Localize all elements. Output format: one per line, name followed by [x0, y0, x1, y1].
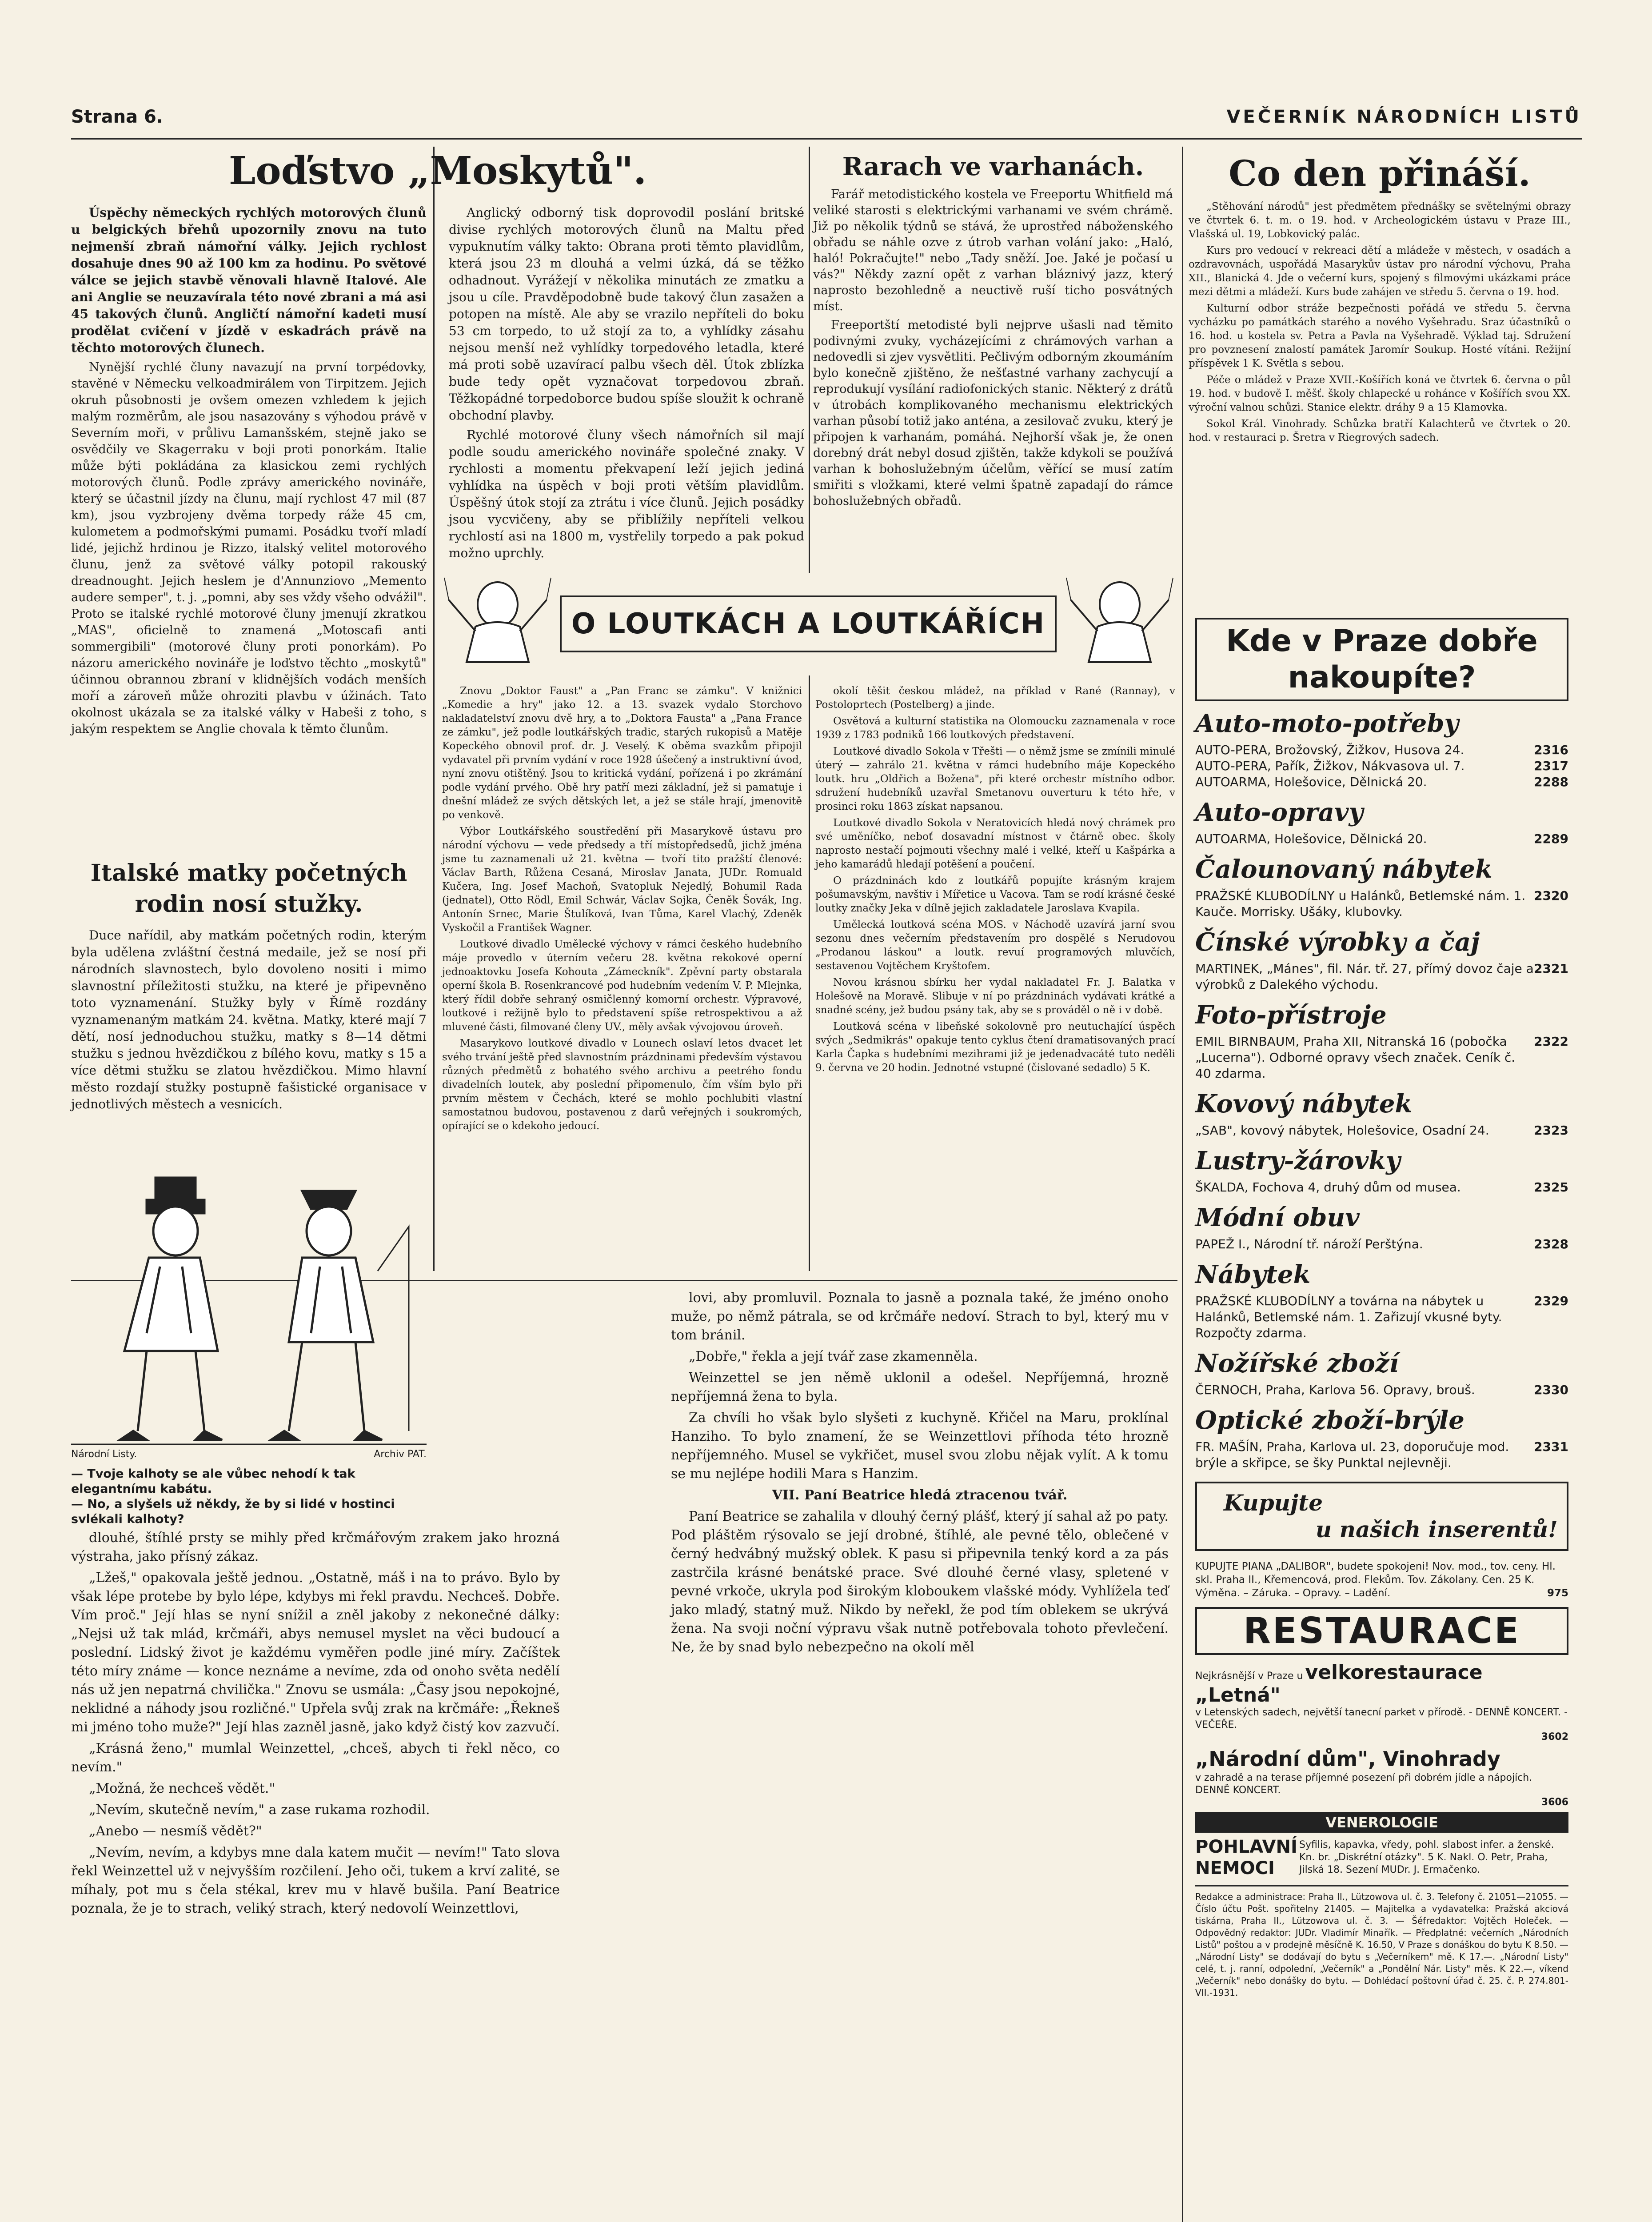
column-rule [809, 675, 810, 1271]
ad-number: 2317 [1534, 759, 1568, 773]
ad-number: 2322 [1534, 1034, 1568, 1049]
ad-text: POHLAVNÍ NEMOCI [1195, 1837, 1297, 1878]
loutky-column-1 [442, 684, 802, 1136]
column-rule [1182, 147, 1183, 2222]
ad-row [1195, 1123, 1568, 1139]
ad-text: PAPEŽ I., Národní tř. nároží Perštýna. [1195, 1237, 1423, 1251]
ad-text: v Letenských sadech, největší tanecní parket v přírodě. - DENNĚ KONCERT. - VEČEŘE. [1195, 1707, 1568, 1730]
article-title: Italské matky početných rodin nosí stužky. [90, 859, 407, 918]
cartoon-figure-right [271, 1191, 409, 1440]
ad-text: MARTINEK, „Mánes", fil. Nár. tř. 27, přímý dovoz čaje a výrobků z Dalekého východu. [1195, 961, 1534, 992]
ads-section [1195, 1202, 1568, 1252]
loutky-item: Znovu „Doktor Faust" a „Pan Franc se zámku". V knižnici „Komedie a hry" jako 12. a 13. svazek vydalo Storchovo nakladatelství znovu dvě hry, a to „Doktora Fausta" a „Pana Francе ze zámku", jež podle loutkářských tradic, starých rukopisů a Matěje Kopeckého obnovil prof. dr. J. Veselý. K oběma svazkům připojil vydavatel při prvním vydání v roce 1928 úšečený a instruktivní úvod, nyní znovu otištěný. Jsou to kritická vydání, pořízená i po zkrámání podle vydání prvého. Obě hry patří mezi základní, jež si pamatuje i dnešní mládež ze svých dětských let, a jež se stále hrají, jmenovitě po venkově. [442, 685, 802, 821]
article-rarach [813, 151, 1173, 512]
ad-text: AUTOARMA, Holešovice, Dělnická 20. [1195, 775, 1427, 789]
kupujte-line-2: u našich inserentů! [1315, 1516, 1558, 1543]
story-paragraph: „Lžeš," opakovala ještě jednou. „Ostatně, máš i na to právo. Bylo by však lépe protebe by bylo lépe, kdybys mi řekl pravdu. Nechceš. Dobře. Vím proč." Její hlas se nyní snížil a zněl jakoby z nekonečné dálky: „Nejsi už tak mlád, krčmáři, abys nemusel myslet na věci budoucí a poslední. Lidský život je každému vyměřen podle jiné míry. Začíštek této míry známe — konce neznáme a nevíme, zda od onoho světa nedělí nás už jen nepatrná chvilička." Znovu se usmála: „Časy jsou nepokojné, neklidné a náhody jsou rozličné." Upřela svůj zrak na krčmáře: „Řekneš mi jméno toho muže?" Její hlas zazněl jasně, jako když čistý kov zazvučí. [71, 1570, 560, 1735]
loutky-item: Loutková scéna v libeňské sokolovně pro neutuchající úspěch svých „Sedmikrás" opakuje tento cyklus čtení dramatisovaných prací Karla Čapka s hudebními mezihrami již je jedenadvacáté tuto neděli 9. června ve 20 hodin. Jednotné vstupné (čislované sedadlo) 5 K. [815, 1021, 1175, 1074]
article-stuzky [71, 858, 427, 1115]
ad-number: 2288 [1534, 775, 1568, 789]
story-paragraph: „Nevím, nevím, a kdybys mne dala katem mučit — nevím!" Tato slova řekl Weinzettel už v nejvyšším rozčilení. Jeho oči, tukem a krví zalité, se míhaly, pot mu s čela stékal, krev mu v hlavě bušila. Paní Beatrice poznala, že je to strach, veliký strach, který nedovolí Weinzettlovi, [71, 1845, 560, 1916]
restaurace-title: RESTAURACE [1243, 1610, 1520, 1651]
story-paragraph: „Možná, že nechceš vědět." [89, 1781, 275, 1796]
ad-text: ČERNOCH, Praha, Karlova 56. Opravy, brouš. [1195, 1383, 1475, 1397]
loutky-banner-title-box [560, 595, 1057, 652]
article-paragraph: Farář metodistického kostela ve Freeportu Whitfield má veliké starosti s elektrickými varhanami ve svém chrámě. Již po několik týdnů se stává, že uprostřed náboženského obřadu se náhle ozve z útrob varhan volání jako: „Haló, haló! Pokračujte!" nebo „Tady sněží. Joe. Jaké je počasí u vás?" Někdy zazní opět z varhan bláznivý jazz, který naprosto bezohledně a neuctivě ruší ticho posvátných míst. [813, 188, 1173, 313]
ad-row [1195, 1179, 1568, 1195]
ads-heading-box [1195, 618, 1568, 701]
ad-row [1195, 1439, 1568, 1471]
ad-number: 3602 [1541, 1731, 1568, 1742]
ad-number: 2331 [1534, 1439, 1568, 1454]
ad-number: 2325 [1534, 1180, 1568, 1195]
ad-text: v zahradě a na terase příjemné posezení při dobrém jídle a nápojích. DENNĚ KONCERT. [1195, 1772, 1532, 1796]
ad-row [1195, 831, 1568, 847]
kupujte-line-1: Kupujte [1224, 1490, 1323, 1516]
ads-section [1195, 853, 1568, 920]
ad-text: PRAŽSKÉ KLUBODÍLNY u Halánků, Betlemské nám. 1. Kauče. Morrisky. Ušáky, klubovky. [1195, 888, 1526, 919]
article-paragraph: Anglický odborný tisk doprovodil poslání britské divise rychlých motorových člunů na Maltu před vypuknutím války takto: Obrana proti těmto plavidlům, která jsou 23 m dlouhá a velmi úzká, dá se těžko odhadnout. Vyrážejí v několika minutách ze zmatku a jsou u cíle. Pravděpodobně bude takový člun zasažen a potopen na místě. Ale aby se vrazilo nepříteli do boku 53 cm torpedo, to už stojí za to, a vyhlídky zásahu nejsou menší než vyhlídky torpedového letadla, které má proti sobě uzavírací palbu všech děl. Útok zblízka bude tedy opět vyznačovat torpedovou zbraň. Těžkopádné torpedoborce budou spíše sloužit k ochraně obchodní plavby. [449, 205, 804, 423]
ad-row [1195, 888, 1568, 920]
loutky-banner-title: O LOUTKÁCH A LOUTKÁŘÍCH [571, 607, 1045, 640]
ad-row [1195, 774, 1568, 790]
ad-piana [1195, 1560, 1568, 1600]
news-item: Kulturní odbor stráže bezpečnosti pořádá ve středu 5. června vycházku po památkách starého a nového Vyšehradu. Sraz účastníků o 16. hod. u kostela sv. Petra a Pavla na Vyšehradě. Výklad taj. Sdružení pro povznesení znalostí památek Jaromír Soukup. Hosté vítáni. Režijní příspěvek 1 K. Světla s sebou. [1189, 303, 1571, 369]
loutky-column-2 [815, 684, 1175, 1078]
loutky-item: okolí těšit českou mládež, na příklad v Rané (Rannay), v Postoloprtech (Postelberg) a jinde. [815, 685, 1175, 711]
ads-category: Foto-přístroje [1195, 1000, 1387, 1030]
imprint: Redakce a administrace: Praha II., Lützowova ul. č. 3. Telefony č. 21051—21055. — Číslo účtu Pošt. spořitelny 21405. — Majitelka a vydavatelka: Pražská akciová tiskárna, Praha II., Lützowova ul. č. 3. — Šéfredaktor: Vojtěch Holeček. — Odpovědný redaktor: JUDr. Vladimír Minařík. — Předplatné: večerních „Národních Listů" poštou a v prodejně měsíčně K. 16.50, V Praze s donáškou do bytu K 8.50. — „Národní Listy" se dodávají do bytu s „Večerníkem" mě. K 17.—. „Národní Listy" celé, t. j. ranní, odpolední, „Večerník" a „Pondělní Nár. Listy" měs. K 22.—, víkend „Večerník" nebo donášky do bytu. — Dohlédací poštovní úřad č. 25. č. P. 274.801-VII.-1931. [1195, 1891, 1568, 1998]
cartoon [71, 1164, 427, 1526]
cartoon-caption: — Tvoje kalhoty se ale vůbec nehodí k tak elegantnímu kabátu. [71, 1467, 355, 1496]
loutky-item: Masarykovo loutkové divadlo v Lounech oslaví letos dvacet let svého trvání ještě před slavnostním prázdninami především výstavou různých předmětů z bohatého svého archivu a peetrého fondu divadelních loutek, aby poslední připomenulo, čím vším bylo při prvním městem v Čechách, které se mohlo pochlubiti vlastní samostatnou budovou, postavenou z darů veřejných i soukromých, opírající se o kdekoho jedoucí. [442, 1038, 802, 1132]
ads-category: Optické zboží-brýle [1195, 1406, 1464, 1435]
restaurace-box [1195, 1607, 1568, 1655]
ads-category: Nožířské zboží [1195, 1349, 1399, 1378]
kupujte-box [1195, 1482, 1568, 1551]
column-rule [809, 147, 810, 573]
cartoon-credit-right: Archiv PAT. [374, 1449, 427, 1460]
news-item: Sokol Král. Vinohrady. Schůzka bratří Kalachterů ve čtvrtek o 20. hod. v restauraci p. Šretra v Riegrových sadech. [1189, 418, 1571, 444]
article-title: Co den přináší. [1229, 152, 1531, 194]
ad-number: 2321 [1534, 961, 1568, 976]
ad-text: ŠKALDA, Fochova 4, druhý dům od musea. [1195, 1180, 1461, 1195]
ad-venerologie [1195, 1812, 1568, 1879]
ads-category: Čalounovaný nábytek [1195, 855, 1492, 884]
ad-text: FR. MAŠÍN, Praha, Karlova ul. 23, doporučuje mod. brýle a skřipce, se šky Punktal nejlevněji. [1195, 1439, 1509, 1470]
article-column-1 [71, 204, 427, 740]
loutky-item: Umělecká loutková scéna MOS. v Náchodě uzavírá jarní svou sezonu dnes večerním představením pro dospělé s Nerudovou „Prodanou láskou" a loutk. revuí programových mluvčích, sestavenou Vojtěchem Kryštofem. [815, 919, 1175, 972]
ad-text: „SAB", kovový nábytek, Holešovice, Osadní 24. [1195, 1123, 1489, 1138]
ad-text: AUTO-PERA, Pařík, Žižkov, Nákvasova ul. 7. [1195, 759, 1465, 773]
ads-section [1195, 999, 1568, 1082]
venerologie-label: VENEROLOGIE [1195, 1812, 1568, 1833]
ad-narodni-dum [1195, 1746, 1568, 1808]
article-paragraph: Nynější rychlé čluny navazují na první torpédovky, stavěné v Německu velkoadmirálem von Tirpitzem. Jejich okruh působnosti je ovšem omezen vzhledem k jejich malým rozměrům, ale jsou nasazovány s výhodou právě v Severním moři, v průlivu Lamanšském, stejně jako se osvědčily ve Skagerraku v boji proti ponorkám. Italie může býti pokládána za klasickou zemi rychlých motorových člunů. Podle zprávy amerického novináře, který se účastnil jízdy na člunu, mají rychlost 47 mil (87 km), jsou vyzbrojeny dvěma torpedy ráže 45 cm, kulometem a podmořskými pumami. Posádku tvoří mladí lidé, jejichž hrdinou je Rizzo, italský velitel motorového člunu, jenž za světové války potopil rakouský dreadnought. Jejich heslem je d'Annunziovo „Memento audere semper", t. j. „pomni, aby ses vždy všeho odvážil". Proto se italské rychlé motorové čluny jmenují zkratkou „MAS", oficielně to znamená „Motoscafi anti sommergibili" (motorové čluny proti ponorkám). Po názoru amerického novináře je loďstvo těchto „moskytů" účinnou obrannou zbraní v klidnějších vodách menších moří a zároveň může ohroziti plavbu v úžinách. Tato okolnost ukázala se za italské války v Habeši z toho, s jakým respektem se Anglie chovala k těmto člunům. [71, 360, 427, 736]
story-paragraph: Paní Beatrice se zahalila v dlouhý černý plášť, který jí sahal až po paty. Pod pláštěm rýsovalo se její drobné, štíhlé, ale pevné tělo, oblečené v černý hedvábný mužský oblek. K pasu si připevnila tenký kord a za pás zastrčila krásné benátské prace. Své dlouhé černé vlasy, spletené v pevné vrkoče, ukryla pod širokým kloboukem vlašské módy. Vyhlížela teď jako mladý, statný muž. Nikdo by neřekl, že pod tím oblekem se ukrývá žena. Na svoji noční výpravu však nutně potřebovala tohoto převlečení. Ne, že by snad bylo nebezpečno na okolí měl [671, 1509, 1169, 1655]
ads-category: Módní obuv [1195, 1203, 1360, 1232]
puppet-illustration-left [440, 573, 555, 675]
story-column-1 [71, 1529, 560, 1921]
story-paragraph: „Nevím, skutečně nevím," a zase rukama rozhodil. [89, 1802, 430, 1818]
ad-row [1195, 742, 1568, 758]
page-header [71, 107, 1582, 133]
ads-section [1195, 926, 1568, 993]
ad-text: „Národní dům", Vinohrady [1195, 1747, 1500, 1771]
ads-category: Lustry-žárovky [1195, 1146, 1401, 1175]
cartoon-figure-left [120, 1178, 222, 1440]
story-paragraph: Za chvíli ho však bylo slyšeti z kuchyně. Křičel na Maru, proklínal Hanziho. To bylo znamení, že se Weinzettlovi příhoda této hrozně nepříjemného. Musel se vykřičet, musel svou zlobu nějak vylít. A k tomu se mu nejlépe hodili Mara s Hanzim. [671, 1410, 1169, 1482]
article-paragraph: Freeportští metodisté byli nejprve ušasli nad těmito podivnými zvuky, vycházejícími z chrámových varhan a nedovedli si zjev vysvětliti. Pečlivým odborným zkoumáním bylo konečně zjištěno, že nešťastné varhany zachycují a reprodukují vysílání radiofonických stanic. Některý z drátů v útrobách komplikovaného mechanismu elektrických varhan působí totiž jako anténa, a zesilovač zvuku, který je připojen k varhanám, pomáhá. Nejhorší však je, že onen dorebný drát nebyl dosud zjištěn, takže kdykoli se používá varhan k bohoslužebným účelům, věřící se musí zatím smiřiti s vložkami, které velmi špatně zapadají do rámce bohoslužebných obřadů. [813, 318, 1173, 508]
ad-row [1195, 961, 1568, 993]
story-paragraph: dlouhé, štíhlé prsty se mihly před krčmářovým zrakem jako hrozná výstraha, jako přísný zákaz. [71, 1530, 560, 1564]
ads-section [1195, 1145, 1568, 1195]
ad-number: 2320 [1534, 888, 1568, 903]
story-paragraph: lovi, aby promluvil. Poznala to jasně a poznala také, že jméno onoho muže, po němž pátrala, se od krčmáře nedoví. Strach to byl, který mu v tom bránil. [671, 1290, 1169, 1343]
article-title: Rarach ve varhanách. [842, 152, 1144, 181]
cartoon-illustration [71, 1164, 427, 1458]
page-label: Strana 6. [71, 107, 164, 127]
ad-number: 2330 [1534, 1383, 1568, 1397]
article-lead: Úspěchy německých rychlých motorových člunů u belgických břehů upozornily znovu na tuto nejmenší zbraň námořní války. Jejich rychlost dosahuje dnes 90 až 100 km za hodinu. Po světové válce se jejich stavbě věnovali hlavně Italové. Ale ani Anglie se neuzavírala této nové zbrani a má asi 45 takových člunů. Angličtí námořní kadeti musí prodělat cvičení v jízdě v eskadrách právě na těchto motorových člunech. [71, 205, 427, 355]
header-rule [71, 138, 1582, 140]
loutky-item: Osvětová a kulturní statistika na Olomoucku zaznamenala v roce 1939 z 1783 podniků 166 loutkových představení. [815, 715, 1175, 741]
article-co-den [1189, 151, 1571, 448]
ads-column [1195, 618, 1568, 1999]
loutky-item: Výbor Loutkářského soustředění při Masarykově ústavu pro národní výchovu — vede předsedy a tří místopředsedů, jichž jména jsme tu zaznamenali už 21. května — tvoří tito pražští členové: Václav Barth, Růžena Cesaná, Miroslav Janata, JUDr. Romuald Kučera, Ing. Josef Machoň, Svatopluk Nejedlý, Bohumil Rada (jednatel), Otto Rödl, Emil Schwár, Václav Sojka, Čeněk Šovák, Ing. Antonín Srnec, Marie Štulíková, Ivan Tůma, Karel Vlachý, Zdeněk Vyskočil a František Wagner. [442, 826, 802, 934]
story-paragraph: „Dobře," řekla a její tvář zase zkamenněla. [689, 1349, 978, 1364]
loutky-item: Novou krásnou sbírku her vydal nakladatel Fr. J. Balatka v Holešově na Moravě. Slibuje v ní po prázdninách vydávati krátké a snadné scény, jež budou psány tak, aby se s prováděl o ně i v době. [815, 977, 1175, 1016]
loutky-item: Loutkové divadlo Umělecké výchovy v rámci českého hudebního máje provedlo v úterním večeru 28. května rekokové operní jednoaktovku Josefa Kohouta „Zámeckník". Zpěvní party obstarala operní škola B. Rosenkrancové pod hudebním vedením V. P. Mlejnka, který řídil dobře sehraný osmičlenný komorní orchestr. Výpravové, loutkové i režijně bylo to představení spíše retrospektivou a až mluvené části, filmované členy UV., měly avšak vývojovou úroveň. [442, 939, 802, 1033]
ads-section [1195, 1404, 1568, 1471]
ad-text: KUPUJTE PIANA „DALIBOR", budete spokojeni! Nov. mod., tov. ceny. Hl. skl. Praha II., Křemencová, prod. Flekům. Tov. Zákolany. Cen. 25 K. Výměna. – Záruka. – Opravy. – Ladění. [1195, 1561, 1556, 1599]
ad-number: 2289 [1534, 831, 1568, 846]
paper-name: VEČERNÍK NÁRODNÍCH LISTŮ [1226, 107, 1582, 127]
ads-section [1195, 796, 1568, 847]
ad-number: 2316 [1534, 743, 1568, 757]
ad-text: EMIL BIRNBAUM, Praha XII, Nitranská 16 (pobočka „Lucerna"). Odborné opravy všech značek. Ceník č. 40 zdarma. [1195, 1034, 1516, 1081]
ads-section [1195, 707, 1568, 790]
story-paragraph: Weinzettel se jen němě uklonil a odešel. Nepříjemná, hrozně nepříjemná žena to byla. [671, 1370, 1169, 1404]
loutky-item: Loutkové divadlo Sokola v Neratovicích hledá nový chrámek pro své uměníčko, neboť dosavadní místnost v čtárně obec. školy naprosto nestačí pojmouti všechny malé i velké, kteří u Kašpárka a jeho kamarádů hledají potěšení a poučení. [815, 817, 1175, 870]
ads-category: Auto-moto-potřeby [1195, 709, 1459, 738]
article-paragraph: Duce nařídil, aby matkám početných rodin, kterým byla udělena zvláštní čestná medaile, jež se nosí při národních slavnostech, bylo dovoleno nositi i mimo slavnostní příležitosti stužku, na které je připevněno toto vyznamenání. Stužky byly v Římě rozdány vyznamenaným matkám 24. května. Matky, které mají 7 dětí, nosí jednoduchou stužku, matky s 8—14 dětmi stužku s jednou hvězdičkou z bílého kovu, matky s 15 a více dětmi stužku se zlatou hvězdičkou. Mimo hlavní město rozdají stužky postupně fašistické organisace v jednotlivých městech a vesnicích. [71, 928, 427, 1111]
ad-row [1195, 758, 1568, 774]
article-column-2 [449, 204, 804, 564]
story-paragraph: „Krásná ženo," mumlal Weinzettel, „chceš, abych ti řekl něco, co nevím." [71, 1741, 560, 1775]
ads-category: Auto-opravy [1195, 798, 1363, 827]
ad-text: PRAŽSKÉ KLUBODÍLNY a továrna na nábytek u Halánků, Betlemské nám. 1. Zařizují vkusné byty. Rozpočty zdarma. [1195, 1294, 1502, 1340]
ad-letna [1195, 1661, 1568, 1742]
cartoon-credit-left: Národní Listy. [71, 1449, 137, 1460]
story-paragraph: „Anebo — nesmíš vědět?" [89, 1823, 262, 1839]
ad-number: 975 [1547, 1587, 1568, 1599]
ad-row [1195, 1293, 1568, 1341]
ads-category: Nábytek [1195, 1260, 1311, 1289]
ad-number: 2328 [1534, 1237, 1568, 1251]
ad-text: AUTO-PERA, Brožovský, Žižkov, Husova 24. [1195, 743, 1464, 757]
loutky-item: Loutkové divadlo Sokola v Třešti — o němž jsme se zmínili minulé úterý — zahrálo 21. května v rámci hudebního máje Kopeckého loutk. hru „Oldřich a Božena", při které orchestr místního odbor. sdružení hudebníků uzavřal Smetanovu ouverturu k této hře, v prosinci roku 1863 získat napsanou. [815, 746, 1175, 812]
loutky-item: O prázdninách kdo z loutkářů popujíte krásným krajem pošumavským, navštiv i Mířetice u Vacova. Tam se rodí krásné české loutky značky Jeka v dílně jejich zakladatele Jaroslava Kvapila. [815, 875, 1175, 914]
ad-text: velkorestaurace „Letná" [1195, 1661, 1483, 1706]
ad-number: 3606 [1541, 1797, 1568, 1808]
cartoon-captions [71, 1467, 427, 1527]
loutky-banner [440, 573, 1177, 675]
imprint-rule [1195, 1885, 1568, 1886]
news-item: Péče o mládež v Praze XVII.-Košířích koná ve čtvrtek 6. června o půl 19. hod. v budově I. měšť. školy chlapecké u rohánce v Košířích svou XX. výroční valnou schůzi. Stanice elektr. dráhy 9 a 15 Klamovka. [1189, 374, 1571, 413]
cartoon-caption: — No, a slyšels už někdy, že by si lidé v hostinci svlékali kalhoty? [71, 1497, 395, 1526]
ad-row [1195, 1034, 1568, 1082]
ads-heading: Kde v Praze dobře nakoupíte? [1226, 623, 1538, 695]
news-item: „Stěhování národů" jest předmětem přednášky se světelnými obrazy ve čtvrtek 6. t. m. o 19. hod. v Archeologickém ústavu v Praze III., Vlašská ul. 19, Lobkovický palác. [1189, 201, 1571, 240]
ad-text: Syfilis, kapavka, vředy, pohl. slabost infer. a ženské. Kn. br. „Diskrétní otázky". 5 K. Nakl. O. Petr, Praha, Jilská 18. Sezení MUDr. J. Ermačenko. [1299, 1839, 1554, 1875]
ad-number: 2329 [1534, 1294, 1568, 1308]
puppet-illustration-right [1062, 573, 1177, 675]
ad-row [1195, 1236, 1568, 1252]
ad-row [1195, 1382, 1568, 1398]
ads-category: Kovový nábytek [1195, 1089, 1413, 1119]
ads-section [1195, 1259, 1568, 1341]
ad-text: AUTOARMA, Holešovice, Dělnická 20. [1195, 831, 1427, 846]
story-column-2 [671, 1289, 1169, 1659]
ads-section [1195, 1347, 1568, 1398]
article-title: Loďstvo „Moskytů". [228, 148, 647, 193]
ads-category: Čínské výrobky a čaj [1195, 927, 1480, 957]
news-item: Kurs pro vedoucí v rekreaci dětí a mládeže v městech, v osadách a ozdravovnách, uspořádá Masarykův ústav pro národní výchovu, Praha XII., Blanická 4. Jde o večerní kurs, spojený s filmovými ukázkami práce mezi dětmi a mládeží. Kurs bude zahájen ve středu 5. června o 19. hod. [1189, 245, 1571, 298]
ad-text: Nejkrásnější v Praze u [1195, 1670, 1303, 1682]
article-paragraph: Rychlé motorové čluny všech námořních sil mají podle soudu amerického novináře společné znaky. V rychlosti a momentu překvapení leží jejich jediná vyhlídka na úspěch v boji proti větším plavidlům. Úspěšný útok stojí za ztrátu i více člunů. Jejich posádky jsou vycvičeny, aby se přiblížily nepříteli velkou rychlostí asi na 1800 m, vystřelily torpedo a pak pokud možno uprchly. [449, 428, 804, 560]
ad-number: 2323 [1534, 1123, 1568, 1138]
ads-section [1195, 1088, 1568, 1139]
story-chapter-title: VII. Paní Beatrice hledá ztracenou tvář. [772, 1487, 1068, 1503]
